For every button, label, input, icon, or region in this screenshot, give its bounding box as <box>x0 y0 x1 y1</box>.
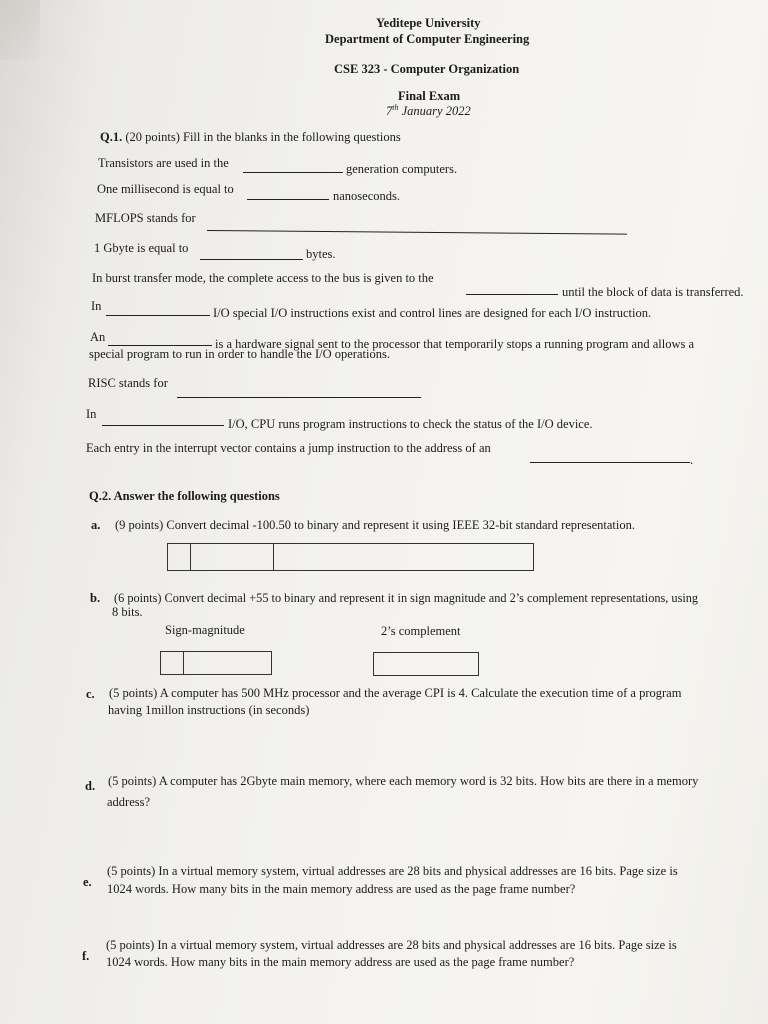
date-rest: January 2022 <box>398 104 471 119</box>
q1-s5-a: In burst transfer mode, the complete access to the bus is given to the <box>92 271 434 285</box>
exam-title: Final Exam <box>398 89 461 103</box>
blank-s5[interactable] <box>466 294 558 295</box>
q2-d-label: d. <box>85 779 96 793</box>
q1-s7-b: is a hardware signal sent to the processor that temporarily stops a running program and allows a <box>215 337 695 351</box>
q1-s7-a: An <box>90 330 106 344</box>
twos-complement-label: 2’s complement <box>381 624 461 638</box>
q2-a-label: a. <box>91 518 101 532</box>
q1-s3-a: MFLOPS stands for <box>95 211 196 225</box>
ieee-exponent-divider <box>273 544 274 570</box>
blank-s6[interactable] <box>106 315 210 316</box>
q1-s4-a: 1 Gbyte is equal to <box>94 241 189 255</box>
q2-e-text2: 1024 words. How many bits in the main memory address are used as the page frame number? <box>107 882 576 896</box>
q2-c-text2: having 1millon instructions (in seconds) <box>108 703 310 717</box>
q2-a-text: (9 points) Convert decimal -100.50 to binary and represent it using IEEE 32-bit standard representation. <box>115 518 636 532</box>
q1-s5-b: until the block of data is transferred. <box>562 285 744 299</box>
q2-c-label: c. <box>86 687 95 701</box>
page-shadow <box>0 0 40 60</box>
blank-s3[interactable] <box>207 230 627 235</box>
blank-s8[interactable] <box>177 397 421 398</box>
blank-s9[interactable] <box>102 425 224 426</box>
exam-date <box>386 103 471 119</box>
blank-s1[interactable] <box>243 172 343 173</box>
q2-b-text2: 8 bits. <box>112 605 143 619</box>
q1-s2-a: One millisecond is equal to <box>97 182 234 196</box>
q2-c-text1: (5 points) A computer has 500 MHz processor and the average CPI is 4. Calculate the execution time of a program <box>109 686 682 700</box>
q1-s4-b: bytes. <box>306 247 336 261</box>
q1-s8-a: RISC stands for <box>88 376 168 390</box>
blank-s4[interactable] <box>200 259 303 260</box>
ieee-sign-divider <box>190 544 191 570</box>
blank-s2[interactable] <box>247 199 329 200</box>
q1-s1-a: Transistors are used in the <box>98 156 229 170</box>
q2-title: Q.2. Answer the following questions <box>89 489 280 503</box>
sign-bit-divider <box>183 652 184 674</box>
q2-f-label: f. <box>82 949 90 963</box>
q1-title-text: (20 points) Fill in the blanks in the following questions <box>122 130 401 144</box>
q2-f-text2: 1024 words. How many bits in the main memory address are used as the page frame number? <box>106 955 575 969</box>
sign-magnitude-label: Sign-magnitude <box>165 623 245 637</box>
date-day: 7 <box>386 104 393 119</box>
course-title: CSE 323 - Computer Organization <box>334 62 520 76</box>
university-name: Yeditepe University <box>376 16 481 30</box>
department-name: Department of Computer Engineering <box>325 32 530 46</box>
q1-s6-a: In <box>91 299 102 313</box>
q1-s9-a: In <box>86 407 97 421</box>
blank-s10[interactable] <box>530 462 690 463</box>
date-sup: th <box>392 103 399 112</box>
q1-s2-b: nanoseconds. <box>333 189 400 203</box>
q1-s10-a: Each entry in the interrupt vector contains a jump instruction to the address of an <box>86 441 491 455</box>
twos-complement-box[interactable] <box>373 652 479 676</box>
q2-b-label: b. <box>90 591 101 605</box>
q1-title <box>100 130 401 145</box>
q2-d-text2: address? <box>107 795 151 809</box>
q1-number: Q.1. <box>100 130 123 144</box>
q2-f-text1: (5 points) In a virtual memory system, virtual addresses are 28 bits and physical addresses are 16 bits. Page size is <box>106 938 677 952</box>
ieee-answer-box[interactable] <box>167 543 534 571</box>
q2-d-text1: (5 points) A computer has 2Gbyte main memory, where each memory word is 32 bits. How bits are there in a memory <box>108 774 699 788</box>
q2-e-label: e. <box>83 875 92 889</box>
blank-s7[interactable] <box>108 345 212 346</box>
q1-s10-b: . <box>690 453 694 467</box>
q1-s7-c: special program to run in order to handle the I/O operations. <box>89 347 390 361</box>
q1-s9-b: I/O, CPU runs program instructions to check the status of the I/O device. <box>228 417 593 431</box>
sign-magnitude-box[interactable] <box>160 651 272 675</box>
q2-e-text1: (5 points) In a virtual memory system, virtual addresses are 28 bits and physical addresses are 16 bits. Page size is <box>107 864 678 878</box>
q1-s1-b: generation computers. <box>346 162 458 176</box>
q1-s6-b: I/O special I/O instructions exist and control lines are designed for each I/O instruction. <box>213 306 652 320</box>
q2-b-text1: (6 points) Convert decimal +55 to binary and represent it in sign magnitude and 2’s complement representations, using <box>114 591 699 605</box>
